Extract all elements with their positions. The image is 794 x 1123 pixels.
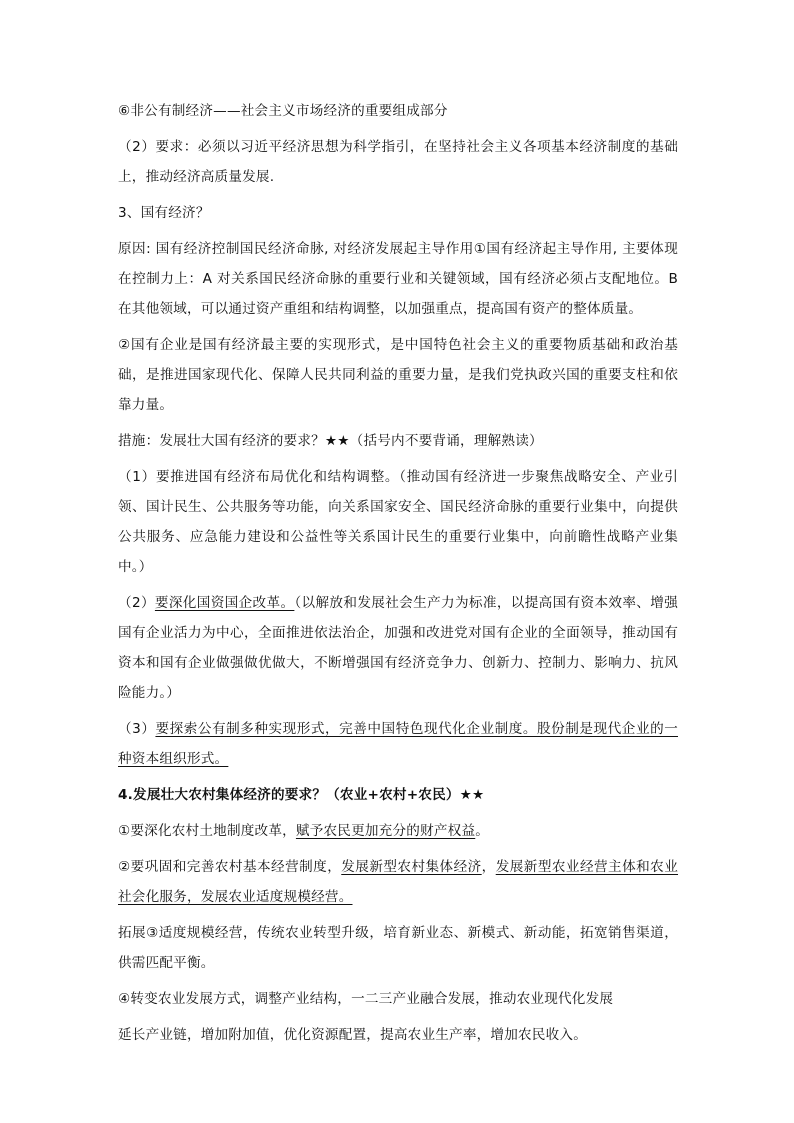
rural-2-lead: ②要巩固和完善农村基本经营制度， xyxy=(118,859,342,875)
paragraph-reason: 原因: 国有经济控制国民经济命脉, 对经济发展起主导作用①国有经济起主导作用, 主要体现在控制力上：A 对关系国民经济命脉的重要行业和关键领域，国有经济必须占支配地位。B 在其他领域，可以通过资产重组和结构调整，以加强重点，提高国有资产的整体质量。 xyxy=(118,241,678,317)
rural-1-end: 。 xyxy=(475,823,490,839)
rural-2-comma: ， xyxy=(481,859,496,875)
measure-2-detail: （以解放和发展社会生产力为标准，以提高国有资本效率、增强国有企业活力为中心，全面推进依法治企，加强和改进党对国有企业的全面领导，推动国有资本和国有企业做强做优做大，不断增强国有经济竞争力、创新力、控制力、影响力、抗风险能力。） xyxy=(118,595,678,701)
rural-1-key: 赋予农民更加充分的财产权益 xyxy=(295,823,476,839)
rural-1-lead: ①要深化农村土地制度改革， xyxy=(118,823,296,839)
paragraph-nonpublic: ⑥非公有制经济——社会主义市场经济的重要组成部分 xyxy=(118,103,448,119)
paragraph-measures: 措施：发展壮大国有经济的要求？★★（括号内不要背诵，理解熟读） xyxy=(118,433,543,449)
paragraph-measure-2 xyxy=(118,588,678,708)
heading-state-economy: 3、国有经济？ xyxy=(118,205,210,221)
rural-2-key-b: 发展新型农业经营主体和农业社会化服务，发展农业适度规模经营。 xyxy=(118,859,679,905)
paragraph-item-4: ④转变农业发展方式，调整产业结构，一二三产业融合发展，推动农业现代化发展 xyxy=(118,991,614,1007)
paragraph-state-enterprise: ②国有企业是国有经济最主要的实现形式，是中国特色社会主义的重要物质基础和政治基础，是推进国家现代化、保障人民共同利益的重要力量，是我们党执政兴国的重要支柱和依靠力量。 xyxy=(118,337,678,413)
paragraph-measure-3 xyxy=(118,714,678,774)
measure-3-key: 要探索公有制多种实现形式，完善中国特色现代化企业制度。 xyxy=(155,721,538,737)
measure-3-shareholding: 股份制是现代企业的一种资本组织形式。 xyxy=(118,721,678,767)
measure-2-key: 要深化国资国企改革。 xyxy=(154,595,295,611)
rural-2-key-a: 发展新型农村集体经济 xyxy=(341,859,482,875)
paragraph-rural-2 xyxy=(118,852,678,912)
document-page xyxy=(118,96,678,1050)
paragraph-requirement: （2）要求：必须以习近平经济思想为科学指引，在坚持社会主义各项基本经济制度的基础上，推动经济高质量发展. xyxy=(118,139,678,185)
heading-rural-collective: 4.发展壮大农村集体经济的要求？（农业+农村+农民）★★ xyxy=(118,787,485,803)
paragraph-rural-1 xyxy=(118,816,678,846)
paragraph-extension-3: 拓展③适度规模经营，传统农业转型升级，培育新业态、新模式、新动能，拓宽销售渠道，供需匹配平衡。 xyxy=(118,925,678,971)
paragraph-extend-chain: 延长产业链，增加附加值，优化资源配置，提高农业生产率，增加农民收入。 xyxy=(118,1027,587,1043)
measure-3-number: （3） xyxy=(118,721,156,737)
paragraph-measure-1: （1）要推进国有经济布局优化和结构调整。（推动国有经济进一步聚焦战略安全、产业引领、国计民生、公共服务等功能，向关系国家安全、国民经济命脉的重要行业集中，向提供公共服务、应急能力建设和公益性等关系国计民生的重要行业集中，向前瞻性战略产业集中。） xyxy=(118,469,678,575)
measure-2-number: （2） xyxy=(118,595,155,611)
